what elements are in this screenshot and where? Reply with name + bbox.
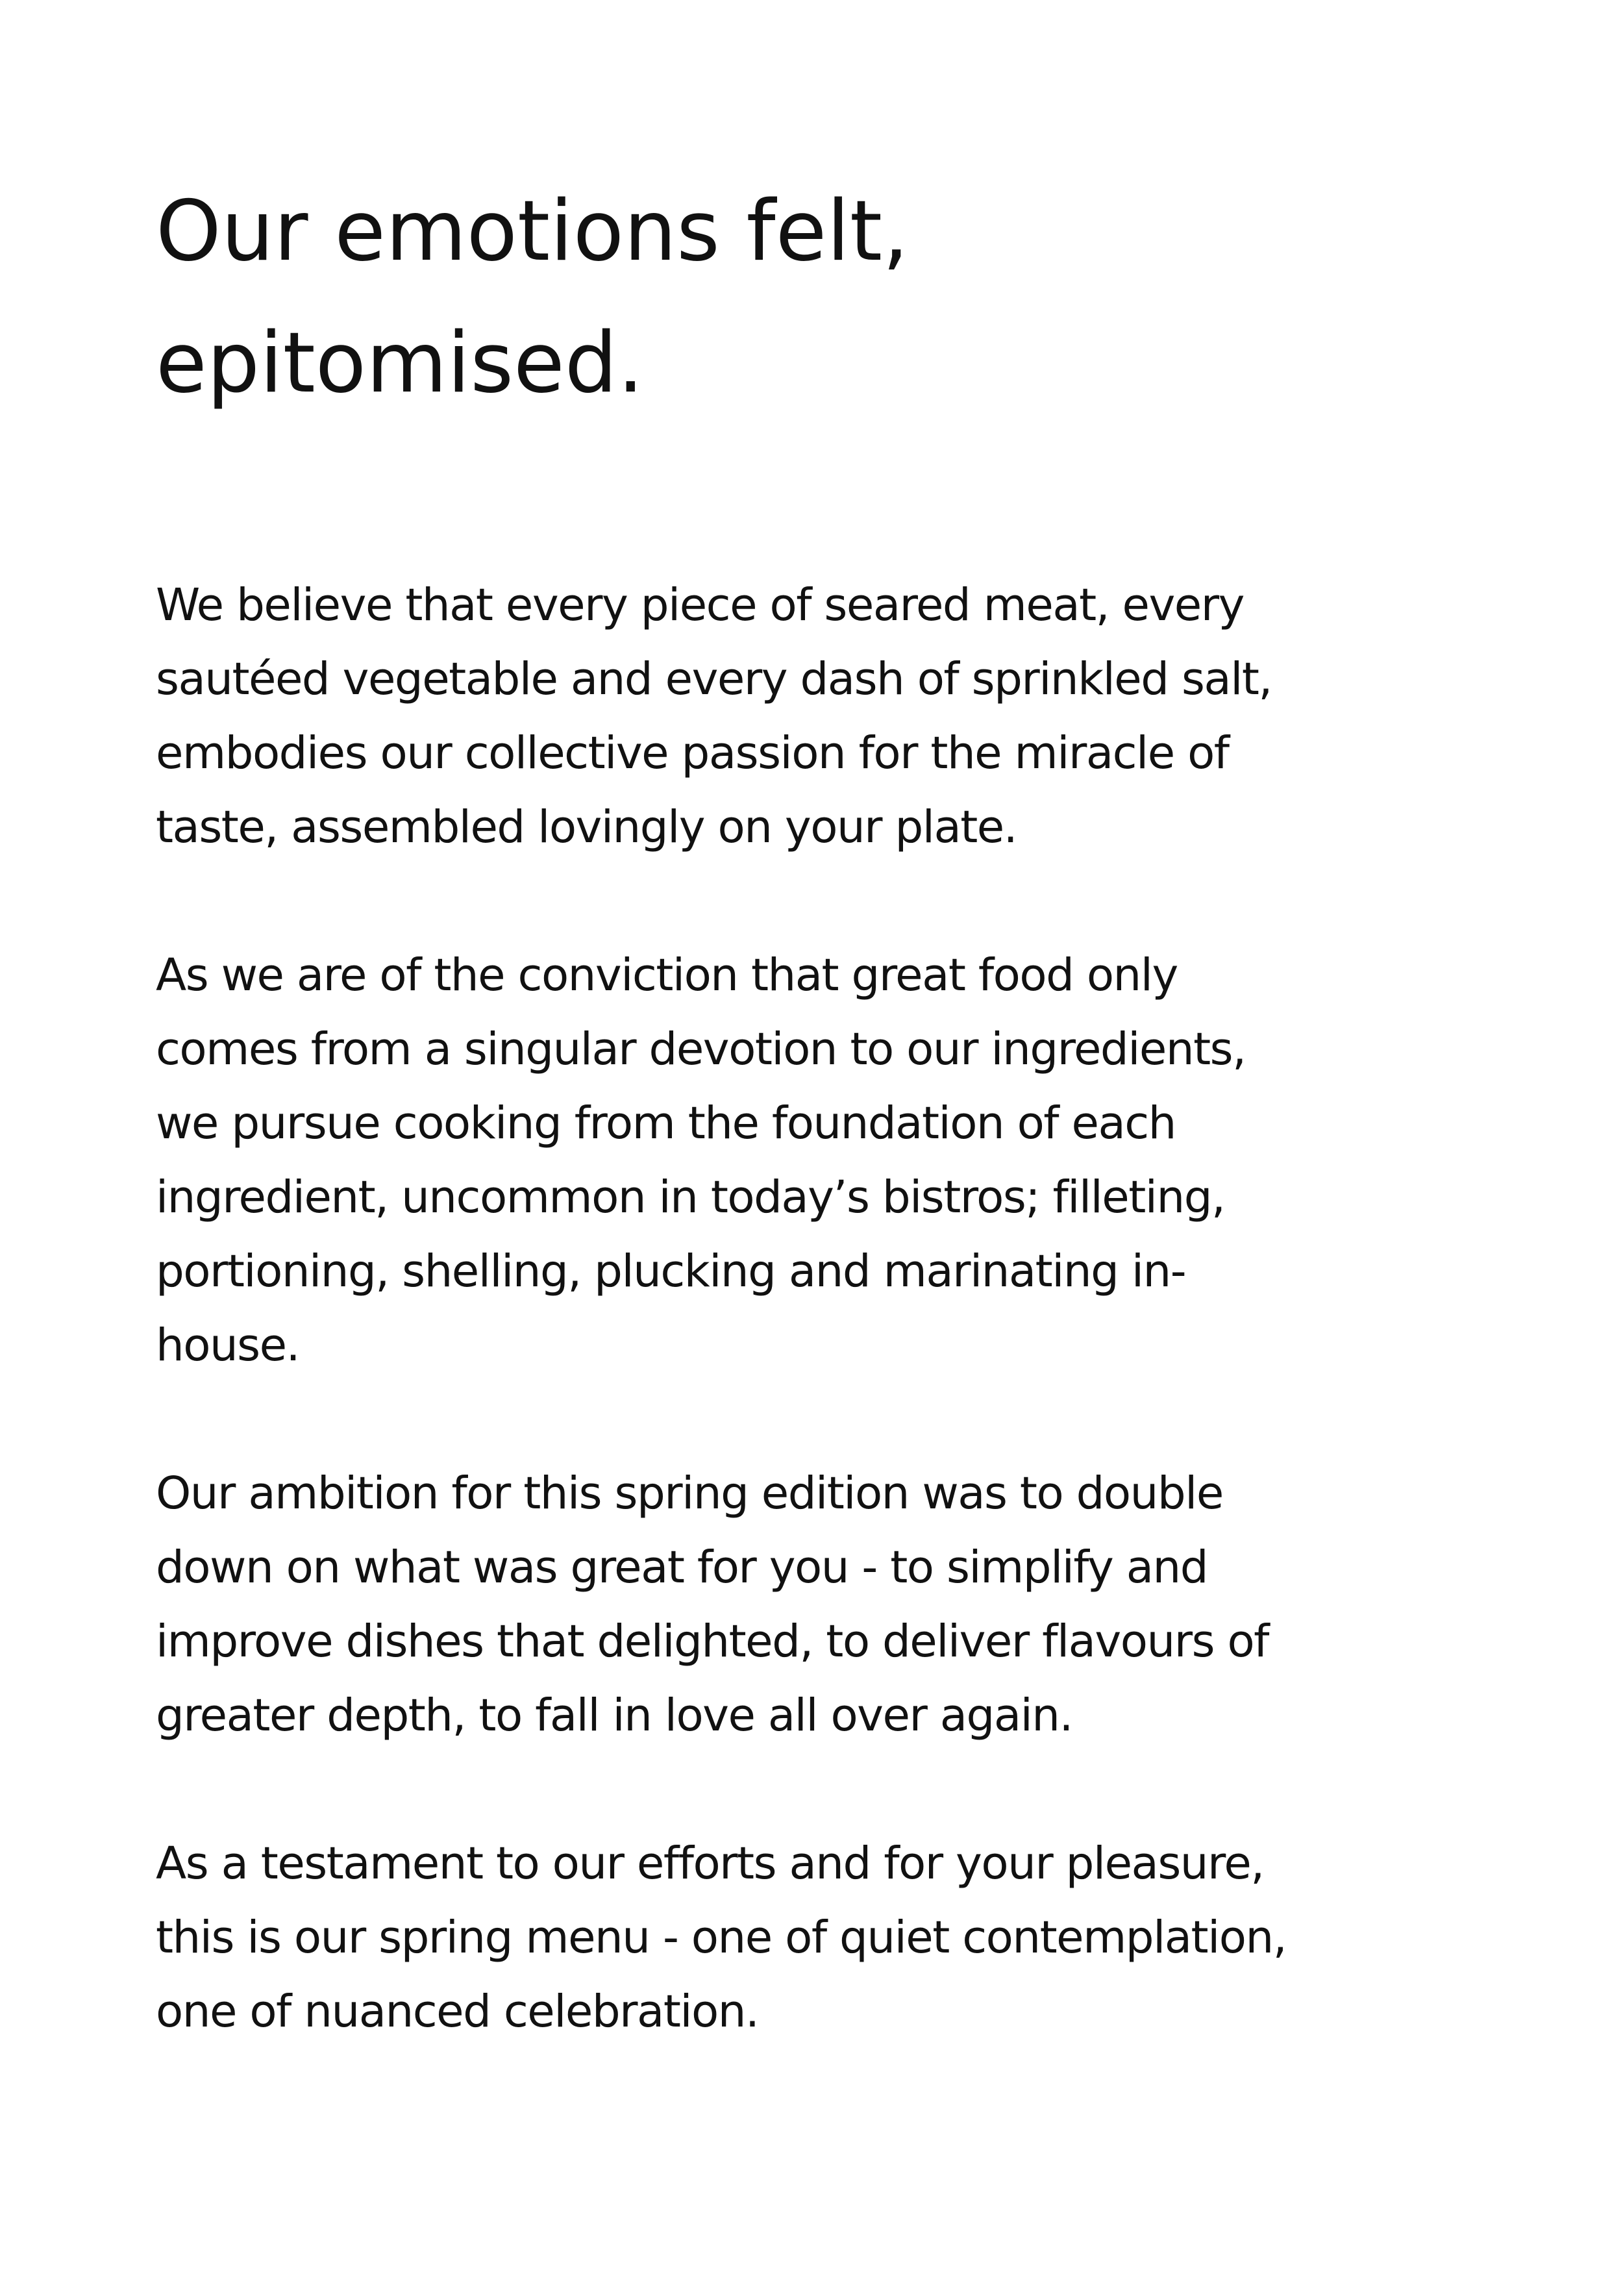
- text-line: portioning, shelling, plucking and marinating in-: [156, 1245, 1186, 1297]
- paragraph-4: [156, 1827, 1493, 2049]
- text-line: house.: [156, 1319, 300, 1371]
- paragraph-3: [156, 1456, 1493, 1753]
- text-line: improve dishes that delighted, to deliver flavours of: [156, 1616, 1269, 1667]
- text-line: sautéed vegetable and every dash of sprinkled salt,: [156, 653, 1272, 705]
- title-line-2: epitomised.: [156, 315, 644, 412]
- text-line: As we are of the conviction that great food only: [156, 949, 1178, 1001]
- text-line: As a testament to our efforts and for your pleasure,: [156, 1838, 1264, 1890]
- title-line-1: Our emotions felt,: [156, 183, 909, 280]
- paragraph-2: [156, 938, 1493, 1382]
- text-line: greater depth, to fall in love all over again.: [156, 1690, 1072, 1741]
- text-line: We believe that every piece of seared meat, every: [156, 579, 1244, 631]
- text-line: embodies our collective passion for the miracle of: [156, 727, 1229, 779]
- text-line: comes from a singular devotion to our ingredients,: [156, 1023, 1246, 1075]
- text-line: taste, assembled lovingly on your plate.: [156, 801, 1017, 853]
- text-line: ingredient, uncommon in today’s bistros; filleting,: [156, 1171, 1225, 1223]
- text-line: this is our spring menu - one of quiet contemplation,: [156, 1912, 1287, 1964]
- page-title: [156, 166, 1454, 429]
- body-text: [156, 568, 1493, 2123]
- text-line: down on what was great for you - to simplify and: [156, 1541, 1208, 1593]
- text-line: Our ambition for this spring edition was to double: [156, 1467, 1223, 1519]
- paragraph-1: [156, 568, 1493, 864]
- text-line: one of nuanced celebration.: [156, 1986, 759, 2038]
- text-line: we pursue cooking from the foundation of each: [156, 1097, 1176, 1149]
